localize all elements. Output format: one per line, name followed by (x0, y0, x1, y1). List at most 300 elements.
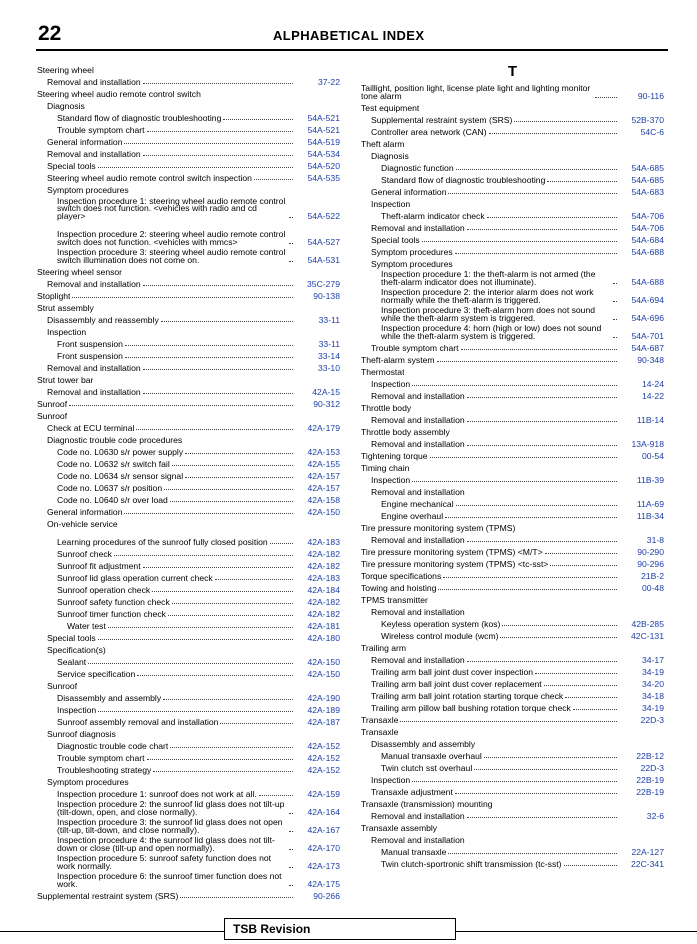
leader-dots (147, 131, 293, 132)
entry-page-link[interactable]: 54A-687 (631, 343, 664, 353)
index-entry[interactable] (37, 799, 340, 817)
entry-page-link[interactable]: 33-10 (318, 363, 340, 373)
entry-page-link[interactable]: 54A-701 (631, 331, 664, 341)
entry-page-link[interactable]: 42A-180 (307, 633, 340, 643)
leader-dots (88, 663, 293, 664)
index-entry[interactable] (361, 533, 664, 545)
entry-title: Inspection procedure 1: the theft-alarm is not armed (the theft-alarm indicator does not illuminate). (381, 271, 596, 287)
entry-title: Trailing arm ball joint rotation starting torque check (371, 692, 564, 701)
index-entry[interactable] (361, 83, 664, 101)
entry-title: Wireless control module (wcm) (381, 632, 499, 641)
index-entry[interactable] (37, 493, 340, 505)
entry-title: Inspection procedure 2: the sunroof lid glass does not tilt-up (tilt-down, open, and close normally). (57, 801, 285, 817)
entry-page-link[interactable]: 33-11 (318, 339, 340, 349)
entry-page-link[interactable]: 90-266 (313, 891, 340, 901)
entry-page-link[interactable]: 54A-519 (307, 137, 340, 147)
leader-dots (254, 179, 293, 180)
leader-dots (289, 261, 293, 262)
index-entry (361, 401, 664, 413)
entry-page-link[interactable]: 42A-170 (307, 843, 340, 853)
entry-title: Disassembly and assembly (371, 740, 476, 749)
entry-page-link[interactable]: 42A-182 (307, 549, 340, 559)
entry-title: Code no. L0630 s/r power supply (57, 448, 184, 457)
entry-page-link[interactable]: 54C-6 (640, 127, 664, 137)
entry-title: Inspection procedure 2: the interior alarm does not work normally while the theft-alarm is triggered. (381, 289, 594, 305)
entry-page-link[interactable]: 42A-182 (307, 597, 340, 607)
index-entry[interactable] (37, 583, 340, 595)
entry-page-link[interactable]: 00-48 (642, 583, 664, 593)
index-entry[interactable] (37, 571, 340, 583)
index-entry[interactable] (361, 509, 664, 521)
index-entry[interactable] (37, 703, 340, 715)
entry-page-link[interactable]: 42A-158 (307, 495, 340, 505)
index-entry (37, 99, 340, 111)
index-entry[interactable] (361, 233, 664, 245)
index-entry[interactable] (361, 773, 664, 785)
entry-page-link[interactable]: 42A-15 (312, 387, 340, 397)
index-entry[interactable] (361, 581, 664, 593)
index-entry[interactable] (361, 125, 664, 137)
entry-page-link[interactable]: 54A-706 (631, 211, 664, 221)
entry-title: Removal and installation (371, 440, 465, 449)
entry-page-link[interactable]: 54A-520 (307, 161, 340, 171)
index-entry[interactable] (361, 353, 664, 365)
index-entry (361, 101, 664, 113)
entry-page-link[interactable]: 31-8 (646, 535, 664, 545)
entry-page-link[interactable]: 90-116 (637, 91, 664, 101)
index-entry[interactable] (37, 595, 340, 607)
entry-page-link[interactable]: 42A-187 (307, 717, 340, 727)
leader-dots (564, 865, 617, 866)
index-entry[interactable] (37, 715, 340, 727)
entry-page-link[interactable]: 22B-19 (636, 787, 664, 797)
index-entry[interactable] (37, 607, 340, 619)
entry-page-link[interactable]: 34-19 (642, 703, 664, 713)
index-entry[interactable] (37, 547, 340, 559)
entry-page-link[interactable]: 54A-688 (631, 277, 664, 287)
index-entry[interactable] (37, 631, 340, 643)
leader-dots (98, 167, 293, 168)
index-entry[interactable] (37, 667, 340, 679)
leader-dots (461, 349, 617, 350)
leader-dots (550, 565, 617, 566)
index-entry (361, 149, 664, 161)
entry-title: Strut assembly (37, 304, 94, 313)
entry-title: Removal and installation (371, 224, 465, 233)
leader-dots (443, 577, 617, 578)
index-entry[interactable] (37, 147, 340, 159)
index-entry[interactable] (37, 221, 340, 247)
entry-title: Removal and installation (371, 488, 465, 497)
entry-title: Removal and installation (371, 416, 465, 425)
leader-dots (152, 591, 293, 592)
index-entry[interactable] (361, 389, 664, 401)
entry-title: Steering wheel sensor (37, 268, 123, 277)
index-entry[interactable] (361, 341, 664, 353)
index-entry[interactable] (361, 413, 664, 425)
index-entry[interactable] (361, 173, 664, 185)
entry-page-link[interactable]: 54A-706 (631, 223, 664, 233)
entry-page-link[interactable]: 42A-179 (307, 423, 340, 433)
entry-title: Inspection (371, 380, 411, 389)
index-entry[interactable] (37, 529, 340, 547)
entry-page-link[interactable]: 90-348 (637, 355, 664, 365)
index-entry[interactable] (361, 185, 664, 197)
entry-title: Diagnostic trouble code chart (57, 742, 169, 751)
entry-page-link[interactable]: 54A-534 (307, 149, 340, 159)
index-entry[interactable] (37, 691, 340, 703)
leader-dots (172, 465, 293, 466)
entry-title: Stoplight (37, 292, 71, 301)
entry-page-link[interactable]: 54A-688 (631, 247, 664, 257)
index-entry[interactable] (361, 785, 664, 797)
entry-page-link[interactable]: 42A-189 (307, 705, 340, 715)
index-entry (37, 87, 340, 99)
index-entry[interactable] (361, 629, 664, 641)
entry-page-link[interactable]: 42B-285 (631, 619, 664, 629)
index-entry[interactable] (37, 135, 340, 147)
index-entry[interactable] (361, 665, 664, 677)
entry-page-link[interactable]: 13A-918 (631, 439, 664, 449)
entry-page-link[interactable]: 42A-164 (307, 807, 340, 817)
entry-title: Steering wheel audio remote control switch (37, 90, 201, 99)
index-entry[interactable] (361, 545, 664, 557)
leader-dots (613, 319, 617, 320)
entry-title: Throttle body assembly (361, 428, 450, 437)
entry-page-link[interactable]: 34-17 (642, 655, 664, 665)
entry-page-link[interactable]: 42A-155 (307, 459, 340, 469)
entry-title: Inspection procedure 3: the sunroof lid glass does not open (tilt-up, tilt-down, and close normally). (57, 819, 283, 835)
entry-title: Removal and installation (47, 364, 141, 373)
entry-page-link[interactable]: 14-22 (642, 391, 664, 401)
entry-page-link[interactable]: 42A-153 (307, 447, 340, 457)
index-entry[interactable] (37, 835, 340, 853)
entry-page-link[interactable]: 37-22 (318, 77, 340, 87)
index-entry[interactable] (37, 739, 340, 751)
index-entry (361, 593, 664, 605)
index-entry[interactable] (37, 171, 340, 183)
index-entry[interactable] (37, 349, 340, 361)
entry-page-link[interactable]: 34-19 (642, 667, 664, 677)
entry-title: Symptom procedures (371, 248, 453, 257)
leader-dots (136, 429, 293, 430)
index-entry[interactable] (37, 853, 340, 871)
entry-page-link[interactable]: 54A-535 (307, 173, 340, 183)
leader-dots (124, 513, 293, 514)
index-column-left (37, 63, 340, 901)
leader-dots (143, 83, 293, 84)
entry-page-link[interactable]: 54A-527 (307, 237, 340, 247)
entry-page-link[interactable]: 42A-167 (307, 825, 340, 835)
index-entry[interactable] (361, 677, 664, 689)
index-entry[interactable] (361, 617, 664, 629)
entry-page-link[interactable]: 22D-3 (640, 715, 664, 725)
index-entry[interactable] (361, 113, 664, 125)
entry-title: Inspection procedure 6: the sunroof timer function does not work. (57, 873, 282, 889)
entry-page-link[interactable]: 33-11 (318, 315, 340, 325)
entry-title: Removal and installation (371, 836, 465, 845)
index-entry[interactable] (37, 655, 340, 667)
leader-dots (595, 97, 617, 98)
index-entry[interactable] (361, 761, 664, 773)
leader-dots (535, 673, 617, 674)
footer-label: TSB Revision (233, 922, 311, 936)
entry-page-link[interactable]: 42A-150 (307, 507, 340, 517)
leader-dots (412, 385, 617, 386)
index-entry (37, 517, 340, 529)
index-entry[interactable] (37, 421, 340, 433)
entry-page-link[interactable]: 11B-39 (636, 475, 664, 485)
leader-dots (289, 217, 293, 218)
index-entry[interactable] (361, 323, 664, 341)
entry-page-link[interactable]: 42A-184 (307, 585, 340, 595)
index-entry[interactable] (361, 497, 664, 509)
entry-title: Inspection procedure 5: sunroof safety function does not work normally. (57, 855, 272, 871)
entry-page-link[interactable]: 42A-150 (307, 669, 340, 679)
entry-page-link[interactable]: 34-20 (642, 679, 664, 689)
index-entry[interactable] (361, 749, 664, 761)
leader-dots (153, 771, 293, 772)
index-entry[interactable] (37, 787, 340, 799)
index-entry[interactable] (361, 473, 664, 485)
index-entry[interactable] (37, 123, 340, 135)
entry-title: Removal and installation (371, 656, 465, 665)
index-entry[interactable] (37, 247, 340, 265)
entry-page-link[interactable]: 90-312 (313, 399, 340, 409)
index-entry[interactable] (361, 557, 664, 569)
entry-page-link[interactable]: 54A-531 (307, 255, 340, 265)
entry-title: Throttle body (361, 404, 412, 413)
leader-dots (502, 625, 617, 626)
leader-dots (445, 517, 617, 518)
index-entry[interactable] (37, 445, 340, 457)
index-entry[interactable] (361, 713, 664, 725)
entry-page-link[interactable]: 54A-685 (631, 175, 664, 185)
entry-page-link[interactable]: 22D-3 (640, 763, 664, 773)
entry-page-link[interactable]: 54A-684 (631, 235, 664, 245)
entry-title: Sunroof lid glass operation current check (57, 574, 213, 583)
index-entry[interactable] (361, 245, 664, 257)
index-entry (37, 679, 340, 691)
index-entry[interactable] (37, 75, 340, 87)
index-entry[interactable] (361, 569, 664, 581)
leader-dots (163, 699, 293, 700)
index-entry (37, 433, 340, 445)
entry-page-link[interactable]: 42C-131 (631, 631, 664, 641)
entry-page-link[interactable]: 34-18 (642, 691, 664, 701)
leader-dots (412, 481, 617, 482)
entry-page-link[interactable]: 42A-152 (307, 765, 340, 775)
index-entry[interactable] (37, 559, 340, 571)
index-entry[interactable] (37, 159, 340, 171)
leader-dots (565, 697, 617, 698)
leader-dots (98, 711, 293, 712)
entry-page-link[interactable]: 54A-521 (307, 113, 340, 123)
entry-title: TPMS transmitter (361, 596, 428, 605)
entry-title: Code no. L0632 s/r switch fail (57, 460, 170, 469)
index-entry[interactable] (361, 305, 664, 323)
entry-title: Theft-alarm system (361, 356, 435, 365)
entry-page-link[interactable]: 42A-190 (307, 693, 340, 703)
entry-page-link[interactable]: 54A-683 (631, 187, 664, 197)
index-entry[interactable] (361, 377, 664, 389)
leader-dots (143, 369, 293, 370)
entry-title: Standard flow of diagnostic troubleshooting (57, 114, 222, 123)
index-entry[interactable] (361, 161, 664, 173)
index-entry[interactable] (37, 277, 340, 289)
entry-page-link[interactable]: 54A-521 (307, 125, 340, 135)
index-entry[interactable] (361, 689, 664, 701)
entry-title: Inspection procedure 3: steering wheel audio remote control switch illumination does not come on. (57, 249, 286, 265)
entry-page-link[interactable]: 42A-159 (307, 789, 340, 799)
index-entry[interactable] (37, 763, 340, 775)
entry-page-link[interactable]: 54A-696 (631, 313, 664, 323)
index-entry[interactable] (37, 871, 340, 889)
index-entry[interactable] (361, 701, 664, 713)
leader-dots (168, 615, 293, 616)
entry-page-link[interactable]: 54A-694 (631, 295, 664, 305)
entry-page-link[interactable]: 54A-522 (307, 211, 340, 221)
index-entry[interactable] (37, 313, 340, 325)
entry-page-link[interactable]: 42A-157 (307, 483, 340, 493)
leader-dots (143, 393, 293, 394)
index-entry (37, 63, 340, 75)
entry-title: Sunroof diagnosis (47, 730, 116, 739)
index-entry[interactable] (361, 221, 664, 233)
entry-title: General information (47, 508, 123, 517)
index-entry[interactable] (37, 457, 340, 469)
entry-page-link[interactable]: 42A-150 (307, 657, 340, 667)
entry-page-link[interactable]: 90-296 (637, 559, 664, 569)
index-entry[interactable] (361, 809, 664, 821)
index-entry[interactable] (361, 269, 664, 287)
entry-page-link[interactable]: 90-290 (637, 547, 664, 557)
entry-page-link[interactable]: 11A-69 (636, 499, 664, 509)
index-entry (361, 821, 664, 833)
leader-dots (437, 361, 617, 362)
index-entry[interactable] (37, 751, 340, 763)
entry-page-link[interactable]: 22B-12 (636, 751, 664, 761)
entry-page-link[interactable]: 42A-157 (307, 471, 340, 481)
entry-page-link[interactable]: 42A-183 (307, 573, 340, 583)
entry-title: Supplemental restraint system (SRS) (37, 892, 179, 901)
leader-dots (69, 405, 293, 406)
entry-page-link[interactable]: 42A-175 (307, 879, 340, 889)
entry-title: Transaxle (361, 728, 399, 737)
leader-dots (180, 897, 293, 898)
entry-title: Transaxle (transmission) mounting (361, 800, 493, 809)
entry-page-link[interactable]: 52B-370 (631, 115, 664, 125)
index-entry[interactable] (37, 289, 340, 301)
index-entry[interactable] (37, 469, 340, 481)
page-title: ALPHABETICAL INDEX (273, 28, 425, 43)
entry-title: Manual transaxle (381, 848, 447, 857)
index-entry (361, 641, 664, 653)
index-entry[interactable] (361, 449, 664, 461)
leader-dots (98, 639, 293, 640)
index-entry (361, 257, 664, 269)
entry-title: Inspection (371, 776, 411, 785)
index-entry (361, 485, 664, 497)
index-entry[interactable] (361, 845, 664, 857)
index-entry[interactable] (361, 287, 664, 305)
index-entry[interactable] (37, 361, 340, 373)
entry-page-link[interactable]: 33-14 (318, 351, 340, 361)
entry-page-link[interactable]: 11B-34 (636, 511, 664, 521)
index-entry[interactable] (361, 209, 664, 221)
entry-page-link[interactable]: 22A-127 (631, 847, 664, 857)
index-entry[interactable] (37, 817, 340, 835)
section-letter: T (507, 63, 518, 80)
entry-page-link[interactable]: 21B-2 (641, 571, 664, 581)
index-entry[interactable] (361, 437, 664, 449)
leader-dots (467, 421, 617, 422)
entry-title: Diagnostic trouble code procedures (47, 436, 183, 445)
entry-title: Trailing arm pillow ball bushing rotation torque check (371, 704, 571, 713)
entry-page-link[interactable]: 42A-181 (307, 621, 340, 631)
index-entry[interactable] (37, 195, 340, 221)
entry-page-link[interactable]: 90-138 (313, 291, 340, 301)
entry-page-link[interactable]: 42A-152 (307, 741, 340, 751)
entry-page-link[interactable]: 42A-152 (307, 753, 340, 763)
entry-title: Steering wheel (37, 66, 94, 75)
entry-title: Sunroof (37, 412, 68, 421)
entry-page-link[interactable]: 42A-173 (307, 861, 340, 871)
leader-dots (170, 747, 293, 748)
entry-title: Engine mechanical (381, 500, 454, 509)
index-entry[interactable] (37, 505, 340, 517)
index-entry[interactable] (37, 111, 340, 123)
leader-dots (125, 357, 293, 358)
entry-title: Special tools (371, 236, 420, 245)
leader-dots (125, 345, 293, 346)
entry-title: On-vehicle service (47, 520, 118, 529)
entry-page-link[interactable]: 42A-182 (307, 609, 340, 619)
index-entry (361, 197, 664, 209)
entry-title: Inspection (371, 200, 411, 209)
leader-dots (164, 489, 293, 490)
index-entry[interactable] (37, 385, 340, 397)
entry-page-link[interactable]: 11B-14 (636, 415, 664, 425)
entry-page-link[interactable]: 42A-183 (307, 537, 340, 547)
entry-page-link[interactable]: 22B-19 (636, 775, 664, 785)
entry-title: Supplemental restraint system (SRS) (371, 116, 513, 125)
entry-page-link[interactable]: 42A-182 (307, 561, 340, 571)
entry-page-link[interactable]: 00-54 (642, 451, 664, 461)
leader-dots (170, 501, 293, 502)
index-entry[interactable] (361, 857, 664, 869)
entry-title: Torque specifications (361, 572, 442, 581)
index-entry[interactable] (37, 397, 340, 409)
index-entry[interactable] (37, 889, 340, 901)
leader-dots (456, 169, 617, 170)
entry-page-link[interactable]: 35C-279 (307, 279, 340, 289)
index-entry (361, 833, 664, 845)
leader-dots (467, 817, 617, 818)
entry-title: Trailing arm (361, 644, 407, 653)
entry-page-link[interactable]: 32-6 (646, 811, 664, 821)
index-entry[interactable] (37, 337, 340, 349)
leader-dots (108, 627, 293, 628)
index-entry[interactable] (37, 619, 340, 631)
entry-title: Diagnosis (47, 102, 85, 111)
leader-dots (72, 297, 293, 298)
entry-page-link[interactable]: 14-24 (642, 379, 664, 389)
entry-page-link[interactable]: 54A-685 (631, 163, 664, 173)
index-entry[interactable] (361, 653, 664, 665)
entry-page-link[interactable]: 22C-341 (631, 859, 664, 869)
index-entry[interactable] (37, 481, 340, 493)
